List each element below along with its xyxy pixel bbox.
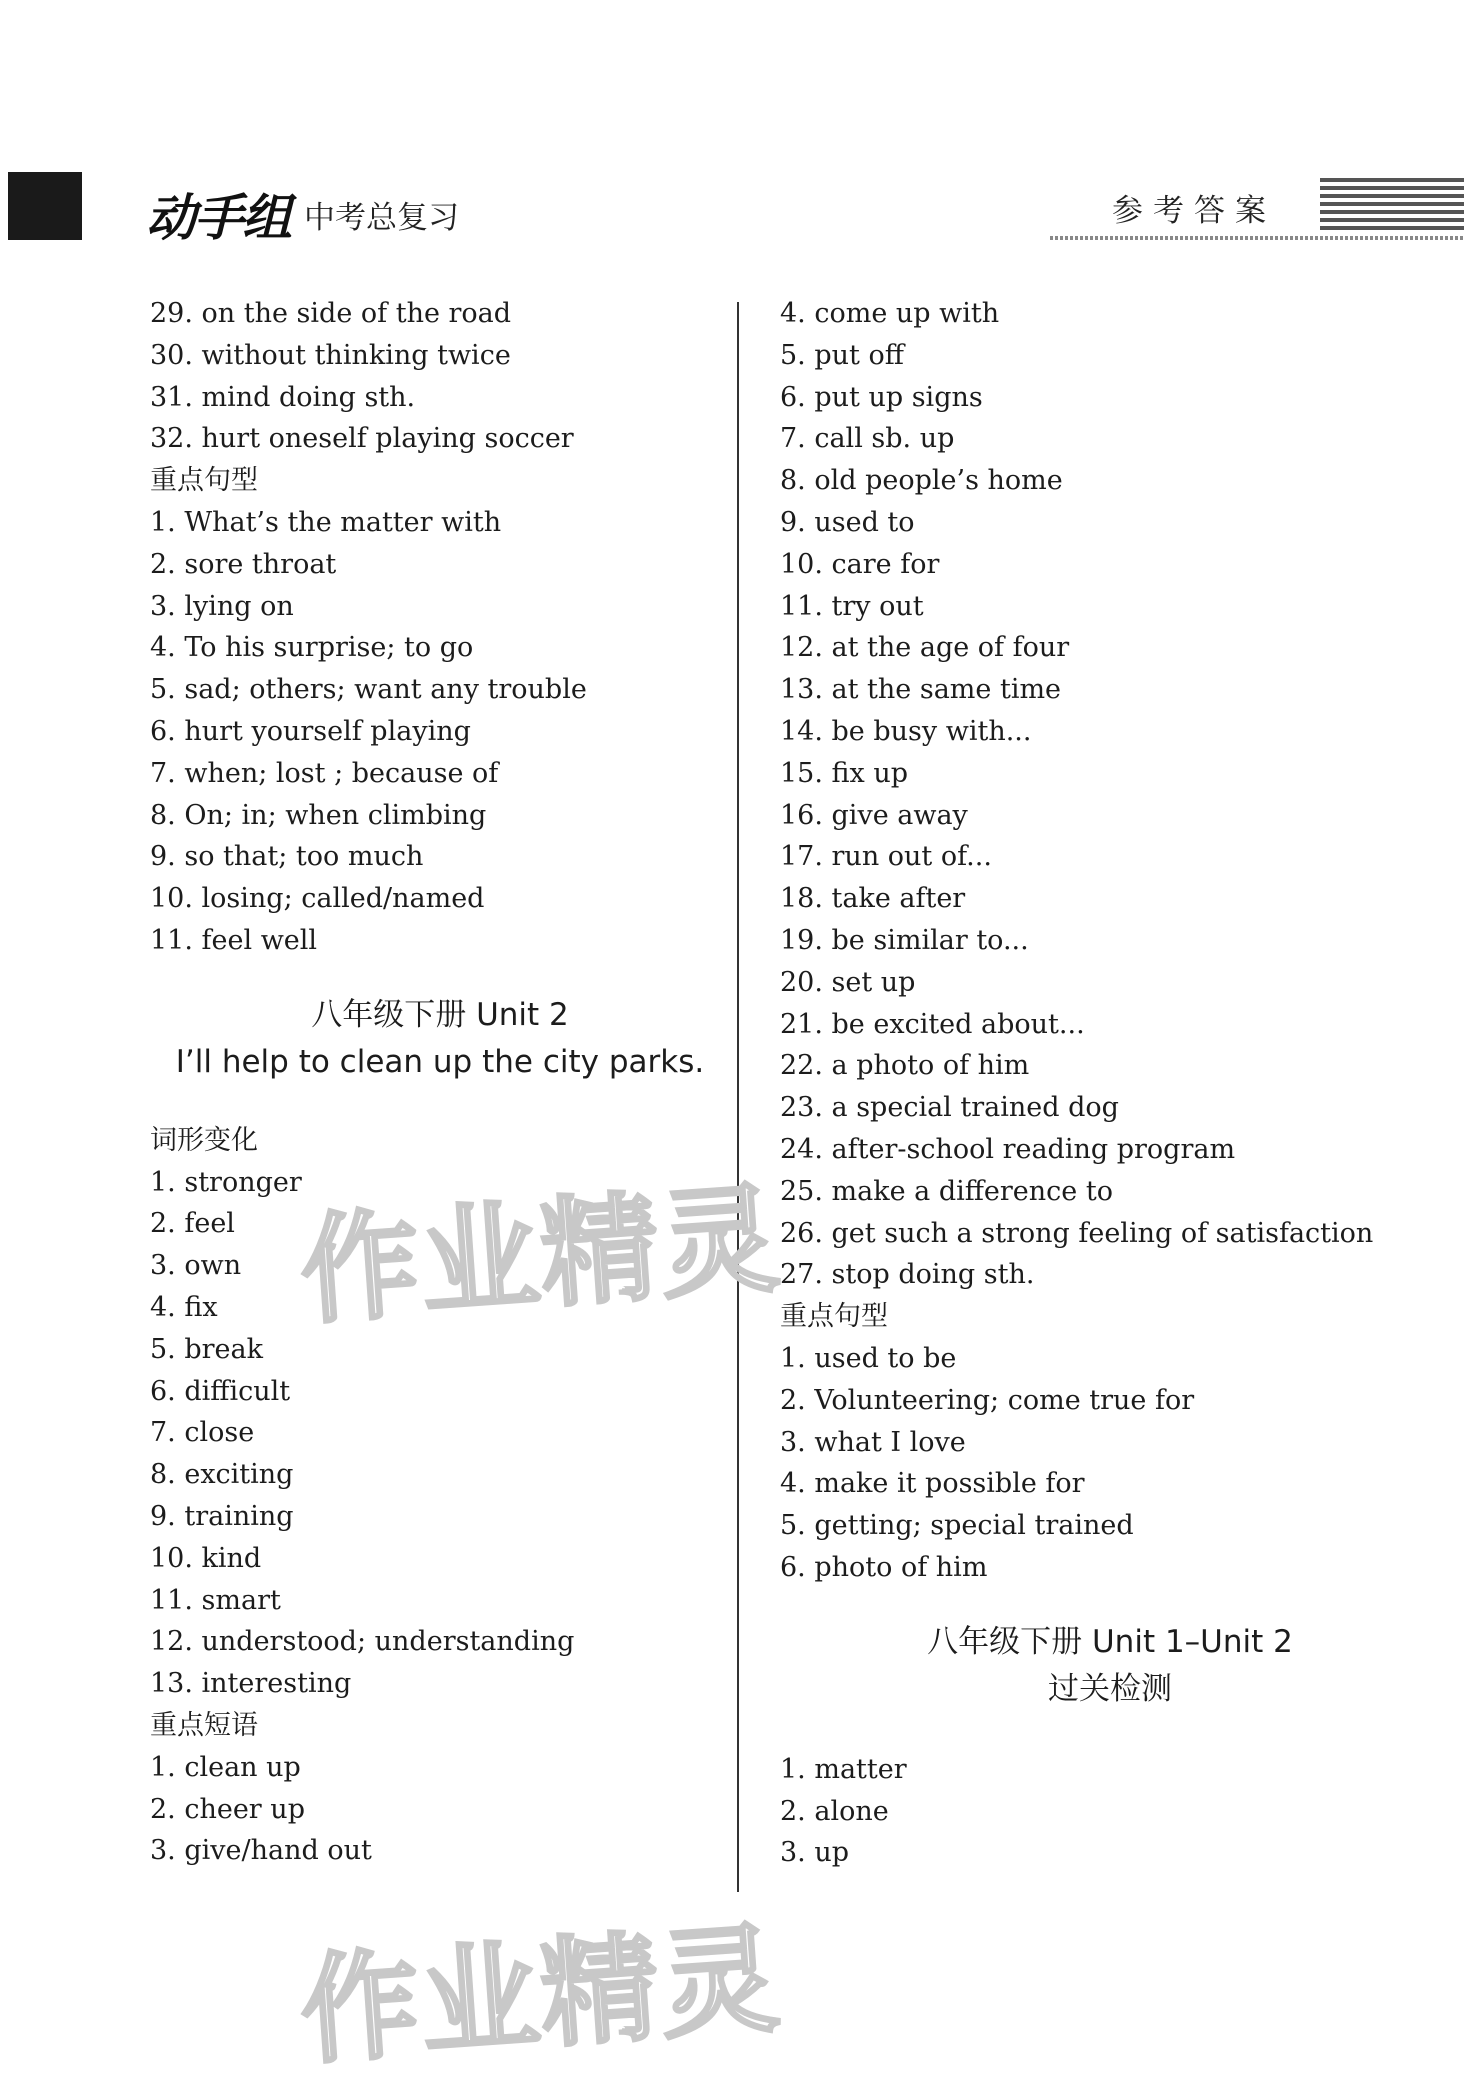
list-item: 11. try out bbox=[780, 590, 924, 622]
list-item: 3. give/hand out bbox=[150, 1835, 372, 1867]
list-item: 11. smart bbox=[150, 1584, 281, 1616]
list-item: 30. without thinking twice bbox=[150, 339, 511, 371]
phrase-list bbox=[150, 1747, 730, 1872]
list-item: 3. own bbox=[150, 1250, 242, 1282]
unit-title: 八年级下册 Unit 2 bbox=[311, 996, 569, 1033]
list-item: 1. stronger bbox=[150, 1166, 302, 1198]
list-item: 7. when; lost ; because of bbox=[150, 757, 499, 789]
unit-title-right: 八年级下册 Unit 1–Unit 2 bbox=[927, 1623, 1293, 1660]
list-item: 9. used to bbox=[780, 506, 915, 538]
list-item: 22. a photo of him bbox=[780, 1050, 1030, 1082]
list-item: 10. care for bbox=[780, 548, 940, 580]
list-item: 21. be excited about... bbox=[780, 1008, 1085, 1040]
list-item: 9. so that; too much bbox=[150, 841, 424, 873]
list-item: 11. feel well bbox=[150, 924, 318, 956]
phrase-list-right bbox=[780, 293, 1440, 1296]
list-item: 13. interesting bbox=[150, 1668, 352, 1700]
list-item: 31. mind doing sth. bbox=[150, 381, 416, 413]
word-form-list bbox=[150, 1162, 730, 1705]
list-item: 4. make it possible for bbox=[780, 1468, 1085, 1500]
section-heading-sentences: 重点句型 bbox=[150, 465, 258, 497]
list-item: 1. What’s the matter with bbox=[150, 506, 502, 538]
list-item: 32. hurt oneself playing soccer bbox=[150, 423, 574, 455]
list-item: 3. lying on bbox=[150, 590, 294, 622]
list-item: 17. run out of... bbox=[780, 841, 992, 873]
list-item: 6. photo of him bbox=[780, 1551, 988, 1583]
header-rule bbox=[1050, 236, 1464, 240]
list-item: 25. make a difference to bbox=[780, 1175, 1113, 1207]
list-item: 14. be busy with... bbox=[780, 715, 1032, 747]
list-item: 24. after-school reading program bbox=[780, 1133, 1236, 1165]
list-item: 13. at the same time bbox=[780, 674, 1062, 706]
list-item: 15. fix up bbox=[780, 757, 909, 789]
answers-title: 参考答案 bbox=[1112, 193, 1276, 229]
test-answer-list bbox=[780, 1749, 1440, 1874]
list-item: 8. exciting bbox=[150, 1459, 294, 1491]
list-item: 3. up bbox=[780, 1837, 850, 1869]
list-item: 7. close bbox=[150, 1417, 255, 1449]
sentence-list bbox=[150, 502, 730, 962]
list-item: 20. set up bbox=[780, 966, 916, 998]
watermark: 作业精灵 bbox=[296, 1909, 785, 2081]
section-heading-sentences-right: 重点句型 bbox=[780, 1301, 888, 1333]
list-item: 12. at the age of four bbox=[780, 632, 1070, 664]
list-item: 8. On; in; when climbing bbox=[150, 799, 487, 831]
list-item: 5. sad; others; want any trouble bbox=[150, 674, 587, 706]
list-item: 12. understood; understanding bbox=[150, 1626, 575, 1658]
list-item: 2. Volunteering; come true for bbox=[780, 1384, 1195, 1416]
phrase-list-continued bbox=[150, 293, 730, 460]
list-item: 2. cheer up bbox=[150, 1793, 305, 1825]
list-item: 7. call sb. up bbox=[780, 423, 955, 455]
list-item: 26. get such a strong feeling of satisfaction bbox=[780, 1217, 1374, 1249]
corner-block bbox=[8, 172, 82, 240]
list-item: 18. take after bbox=[780, 883, 966, 915]
list-item: 10. kind bbox=[150, 1542, 262, 1574]
list-item: 16. give away bbox=[780, 799, 968, 831]
list-item: 6. hurt yourself playing bbox=[150, 715, 471, 747]
watermark: 作业精灵 bbox=[296, 1169, 785, 1341]
book-subtitle: 中考总复习 bbox=[304, 200, 459, 236]
list-item: 27. stop doing sth. bbox=[780, 1259, 1035, 1291]
list-item: 6. difficult bbox=[150, 1375, 291, 1407]
list-item: 2. sore throat bbox=[150, 548, 337, 580]
list-item: 6. put up signs bbox=[780, 381, 983, 413]
list-item: 2. feel bbox=[150, 1208, 235, 1240]
list-item: 5. getting; special trained bbox=[780, 1510, 1134, 1542]
list-item: 19. be similar to... bbox=[780, 924, 1029, 956]
list-item: 23. a special trained dog bbox=[780, 1092, 1119, 1124]
section-heading-phrases: 重点短语 bbox=[150, 1709, 258, 1741]
list-item: 4. fix bbox=[150, 1291, 218, 1323]
list-item: 5. break bbox=[150, 1333, 263, 1365]
left-column bbox=[150, 293, 730, 1872]
list-item: 10. losing; called/named bbox=[150, 883, 485, 915]
column-divider bbox=[737, 302, 739, 1892]
sentence-list-right bbox=[780, 1338, 1440, 1589]
list-item: 1. matter bbox=[780, 1753, 907, 1785]
list-item: 5. put off bbox=[780, 339, 904, 371]
section-heading-word-forms: 词形变化 bbox=[150, 1124, 258, 1156]
header-stripes bbox=[1320, 178, 1464, 236]
unit-subtitle: I’ll help to clean up the city parks. bbox=[175, 1043, 705, 1080]
right-column bbox=[780, 293, 1440, 1874]
list-item: 3. what I love bbox=[780, 1426, 966, 1458]
brand-logo: 动手组 bbox=[146, 189, 290, 247]
list-item: 1. clean up bbox=[150, 1751, 301, 1783]
list-item: 1. used to be bbox=[780, 1342, 957, 1374]
list-item: 4. come up with bbox=[780, 298, 1000, 329]
list-item: 4. To his surprise; to go bbox=[150, 632, 474, 664]
list-item: 9. training bbox=[150, 1500, 294, 1532]
list-item: 29. on the side of the road bbox=[150, 298, 512, 329]
list-item: 8. old people’s home bbox=[780, 465, 1063, 497]
unit-subtitle-right: 过关检测 bbox=[1048, 1670, 1172, 1707]
list-item: 2. alone bbox=[780, 1795, 889, 1827]
